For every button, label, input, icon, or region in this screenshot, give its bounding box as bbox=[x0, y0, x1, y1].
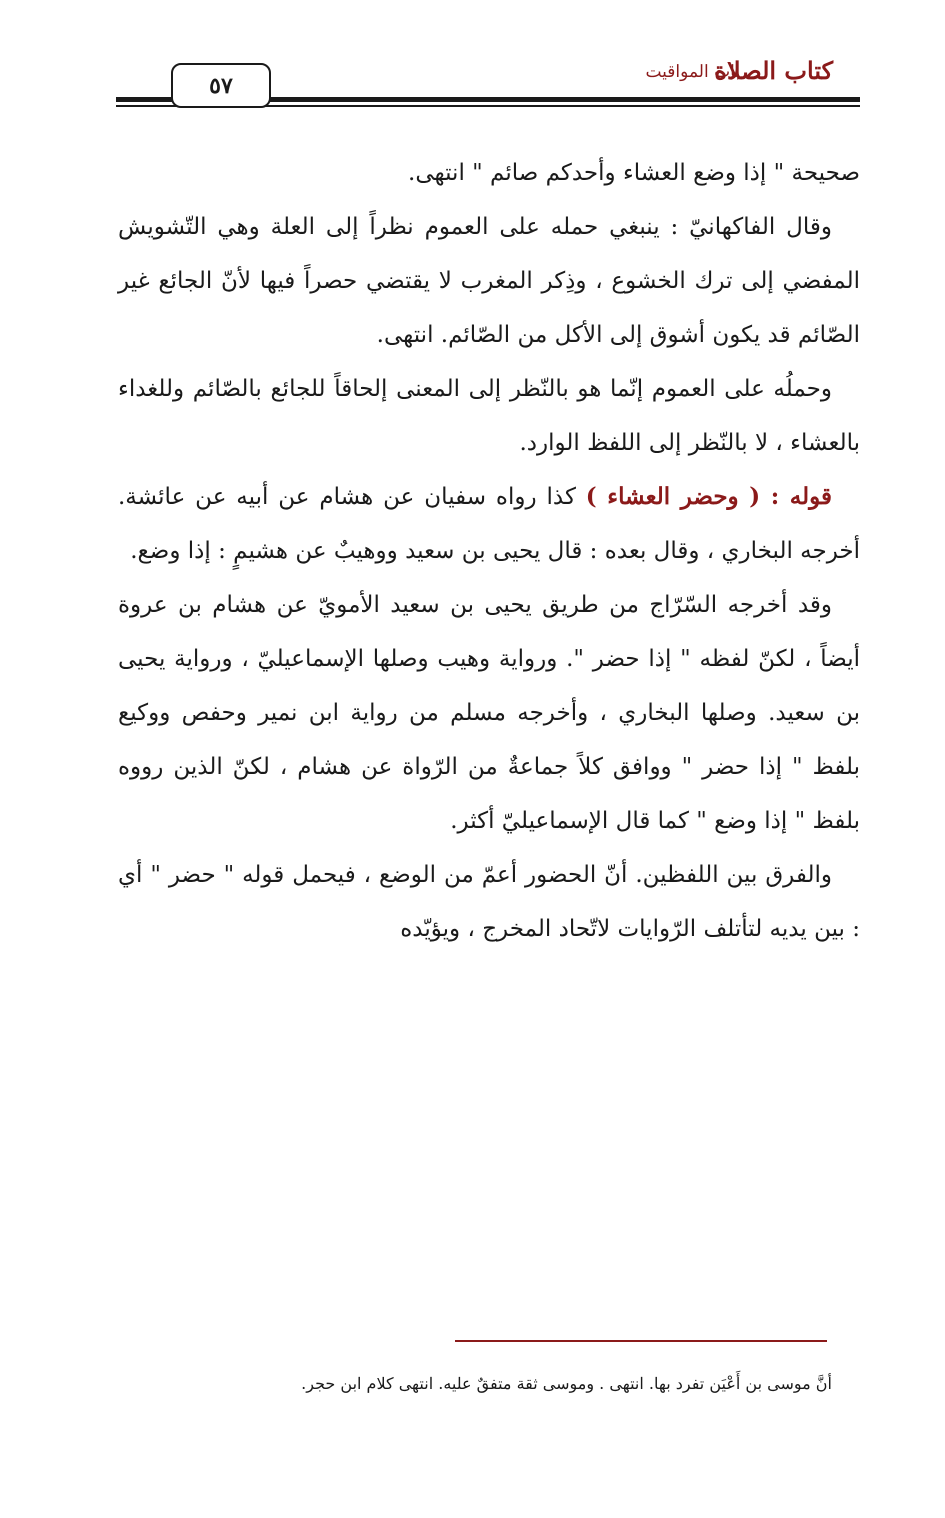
paragraph-5-text: وقد أخرجه السّرّاج من طريق يحيى بن سعيد الأمويّ عن هشام بن عروة أيضاً ، لكنّ لفظه " إذا حضر ". ورواية وهيب وصلها الإسماعيليّ ، ورواية يحيى بن سعيد. وصلها البخاري ، وأخرجه مسلم من رواية ابن نمير وحفص ووكيع بلفظ " إذا حضر " ووافق كلاً جماعةٌ من الرّواة عن هشام ، لكنّ الذين رووه بلفظ " إذا وضع " كما قال الإسماعيليّ أكثر. bbox=[118, 592, 860, 834]
page-number-box bbox=[171, 63, 271, 108]
paragraph-3-text: وحملُه على العموم إنّما هو بالنّظر إلى المعنى إلحاقاً للجائع بالصّائم وللغداء بالعشاء ، لا بالنّظر إلى اللفظ الوارد. bbox=[118, 376, 860, 456]
paragraph-2 bbox=[118, 200, 860, 362]
paragraph-5 bbox=[118, 578, 860, 848]
page-number: ٥٧ bbox=[209, 72, 233, 99]
paragraph-6 bbox=[118, 848, 860, 956]
paragraph-4 bbox=[118, 470, 860, 578]
quote-label: قوله : ( وحضر العشاء ) bbox=[585, 483, 833, 510]
paragraph-1 bbox=[118, 146, 860, 200]
main-text bbox=[118, 146, 860, 956]
paragraph-6-text: والفرق بين اللفظين. أنّ الحضور أعمّ من الوضع ، فيحمل قوله " حضر " أي : بين يديه لتأتلف الرّوايات لاتّحاد المخرج ، ويؤيّده bbox=[118, 862, 860, 942]
book-title: كتاب الصلاة bbox=[714, 56, 833, 85]
footnote-text: أنَّ موسى بن أَعْيَن تفرد بها. انتهى . وموسى ثقة متفقٌ عليه. انتهى كلام ابن حجر. bbox=[301, 1374, 832, 1393]
page-header bbox=[0, 0, 945, 120]
chapter-title: باب المواقيت bbox=[645, 62, 740, 82]
footnote-separator bbox=[455, 1340, 827, 1342]
paragraph-3 bbox=[118, 362, 860, 470]
footnote bbox=[118, 1370, 832, 1398]
paragraph-2-text: وقال الفاكهانيّ : ينبغي حمله على العموم نظراً إلى العلة وهي التّشويش المفضي إلى ترك الخشوع ، وذِكر المغرب لا يقتضي حصراً فيها لأنّ الجائع غير الصّائم قد يكون أشوق إلى الأكل من الصّائم. انتهى. bbox=[118, 214, 860, 348]
paragraph-1-text: صحيحة " إذا وضع العشاء وأحدكم صائم " انتهى. bbox=[408, 160, 860, 186]
paragraph-4-text: كذا رواه سفيان عن هشام عن أبيه عن عائشة. أخرجه البخاري ، وقال بعده : قال يحيى بن سعيد ووهيبٌ عن هشيمٍ : إذا وضع. bbox=[118, 484, 860, 564]
